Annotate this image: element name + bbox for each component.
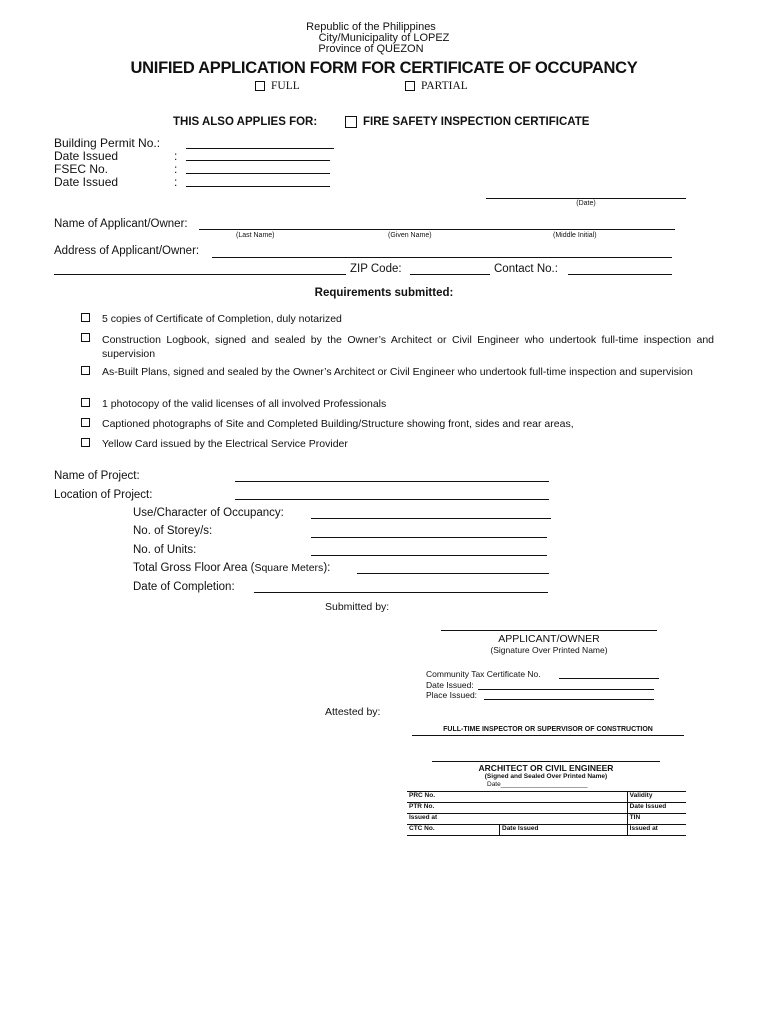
place-issued-field[interactable] [484,699,654,700]
ctc-date-issued-field[interactable] [478,689,654,690]
contact-label: Contact No.: [494,263,558,275]
ctc-date-issued-label: Date Issued: [426,680,474,690]
requirement-item-5: Captioned photographs of Site and Completed Building/Structure showing front, sides and rear areas, [102,418,574,430]
requirement-checkbox-1[interactable] [81,313,90,322]
units-field[interactable] [311,555,547,556]
ctc-date-issued-cell[interactable]: Date Issued [500,825,628,836]
requirement-item-4: 1 photocopy of the valid licenses of all involved Professionals [102,398,387,410]
applicant-signature-field[interactable] [441,630,657,631]
fsec-field[interactable] [186,173,330,174]
architect-label: ARCHITECT OR CIVIL ENGINEER [478,763,614,773]
completion-field[interactable] [254,592,548,593]
requirement-checkbox-6[interactable] [81,438,90,447]
requirement-checkbox-5[interactable] [81,418,90,427]
zip-label: ZIP Code: [350,263,402,275]
completion-label: Date of Completion: [133,581,235,593]
colon: : [174,149,178,163]
republic-line: Republic of the Philippines [306,21,436,33]
requirements-heading: Requirements submitted: [314,287,454,299]
occupancy-field[interactable] [311,518,551,519]
form-title: UNIFIED APPLICATION FORM FOR CERTIFICATE OF OCCUPANCY [130,59,638,77]
requirement-item-6: Yellow Card issued by the Electrical Service Provider [102,438,348,450]
applicant-name-field[interactable] [199,229,675,230]
fsic-label: FIRE SAFETY INSPECTION CERTIFICATE [363,116,590,128]
contact-field[interactable] [568,274,672,275]
tin-cell[interactable]: TIN [627,814,686,825]
city-line: City/Municipality of LOPEZ [318,32,450,44]
occupancy-label: Use/Character of Occupancy: [133,507,284,519]
project-location-field[interactable] [235,499,549,500]
date-issued-field-1[interactable] [186,160,330,161]
project-name-label: Name of Project: [54,470,140,482]
license-table [407,791,686,836]
floor-area-label-a: Total Gross Floor Area ( [133,562,255,574]
address-label: Address of Applicant/Owner: [54,245,200,257]
middle-initial-caption: (Middle Initial) [553,232,597,239]
partial-label: PARTIAL [421,80,468,92]
issued-at-cell[interactable]: Issued at [407,814,627,825]
given-name-caption: (Given Name) [388,232,432,239]
date-issued-field-2[interactable] [186,186,330,187]
applicant-owner-label: APPLICANT/OWNER [498,633,600,645]
province-line: Province of QUEZON [318,43,424,55]
full-label: FULL [271,80,300,92]
colon: : [174,175,178,189]
also-applies-label: THIS ALSO APPLIES FOR: [173,116,318,128]
ctc-no-field[interactable] [559,678,659,679]
place-issued-label: Place Issued: [426,690,478,700]
requirement-item-3: As-Built Plans, signed and sealed by the Owner’s Architect or Civil Engineer who undertook full-time inspection and supervision [102,366,693,378]
date-issued-label-2: Date Issued [54,175,119,189]
ptr-no-cell[interactable]: PTR No. [407,803,627,814]
inspector-underline [412,735,684,736]
partial-checkbox[interactable] [405,81,415,91]
architect-date-field[interactable]: ________________________ [500,781,588,788]
date-issued-label-1: Date Issued [54,149,119,163]
ctc-no-label: Community Tax Certificate No. [426,669,541,679]
ctc-no-cell[interactable]: CTC No. [407,825,500,836]
units-label: No. of Units: [133,544,197,556]
submitted-by-label: Submitted by: [325,601,390,613]
requirement-checkbox-2[interactable] [81,333,90,342]
zip-field[interactable] [410,274,490,275]
full-checkbox[interactable] [255,81,265,91]
floor-area-label [133,562,330,574]
signed-sealed-caption: (Signed and Sealed Over Printed Name) [484,773,608,780]
colon: : [174,162,178,176]
floor-area-field[interactable] [357,573,549,574]
architect-date-label: Date [487,781,501,788]
requirement-item-2: Construction Logbook, signed and sealed by the Owner’s Architect or Civil Engineer who undertook full-time inspection and supervision [102,334,714,360]
project-name-field[interactable] [235,481,549,482]
validity-cell[interactable]: Validity [627,792,686,803]
requirement-item-1: 5 copies of Certificate of Completion, duly notarized [102,313,342,325]
ptr-date-issued-cell[interactable]: Date Issued [627,803,686,814]
ctc-issued-at-cell[interactable]: Issued at [627,825,686,836]
requirement-checkbox-4[interactable] [81,398,90,407]
storeys-label: No. of Storey/s: [133,525,213,537]
signature-caption: (Signature Over Printed Name) [490,645,608,655]
inspector-label: FULL-TIME INSPECTOR OR SUPERVISOR OF CONSTRUCTION [443,726,653,733]
storeys-field[interactable] [311,537,547,538]
floor-area-unit: Square Meters [254,562,324,574]
applicant-name-label: Name of Applicant/Owner: [54,218,188,230]
attested-by-label: Attested by: [325,706,381,718]
date-field[interactable] [486,198,686,199]
requirement-checkbox-3[interactable] [81,366,90,375]
address-field-2[interactable] [54,274,346,275]
architect-date [487,781,588,788]
prc-no-cell[interactable]: PRC No. [407,792,627,803]
address-field[interactable] [212,257,672,258]
date-caption: (Date) [576,200,596,207]
fsic-checkbox[interactable] [345,116,357,128]
project-location-label: Location of Project: [54,489,153,501]
floor-area-label-c: ): [323,562,331,574]
fsec-label: FSEC No. [54,162,109,176]
last-name-caption: (Last Name) [236,232,275,239]
building-permit-field[interactable] [186,148,334,149]
architect-signature-field[interactable] [432,761,660,762]
building-permit-label: Building Permit No.: [54,136,161,150]
